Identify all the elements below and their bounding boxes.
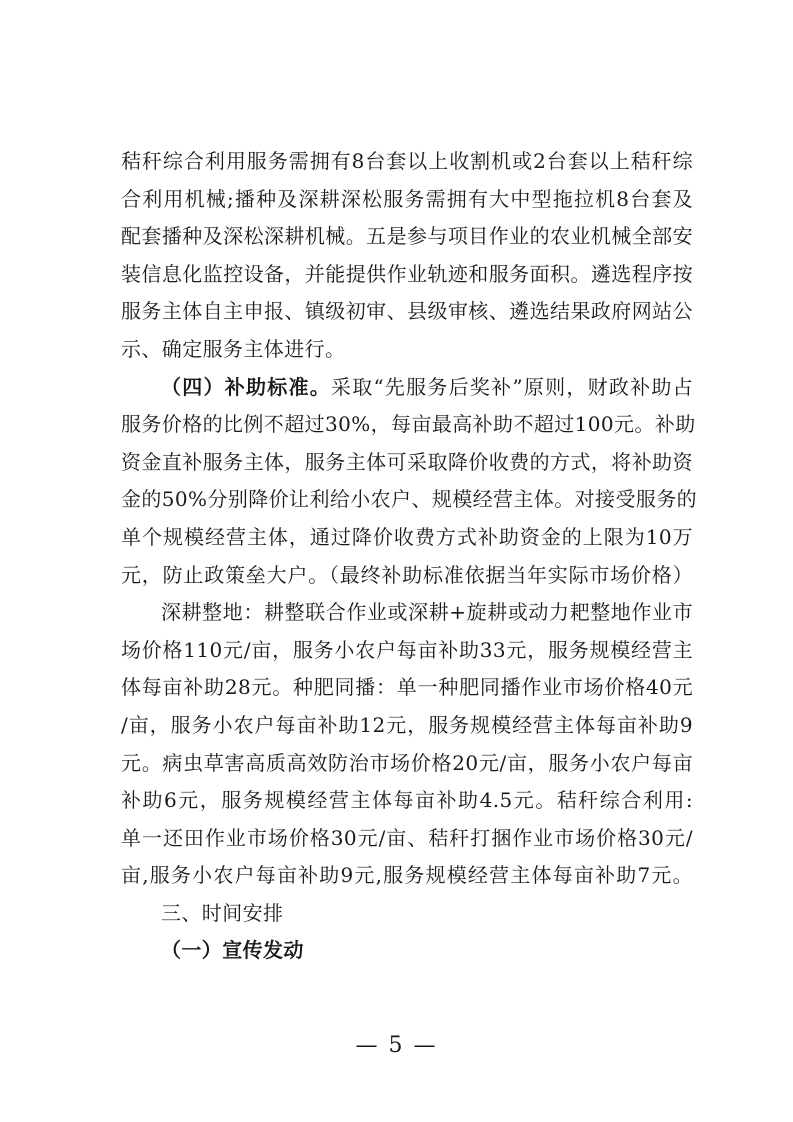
- paragraph-line: 单一还田作业市场价格30元/亩、秸秆打捆作业市场价格30元/: [121, 825, 693, 850]
- subsidy-text: 采取“先服务后奖补”原则，财政补助占: [330, 374, 693, 399]
- paragraph-line: 装信息化监控设备，并能提供作业轨迹和服务面积。遴选程序按: [121, 261, 693, 286]
- paragraph-line: 示、确定服务主体进行。: [121, 336, 346, 361]
- paragraph-line: 深耕整地：耕整联合作业或深耕+旋耕或动力耙整地作业市: [161, 600, 693, 625]
- subsidy-paragraph-first-line: [121, 369, 693, 407]
- paragraph-line: 单个规模经营主体，通过降价收费方式补助资金的上限为10万: [121, 524, 693, 549]
- paragraph-line: 合利用机械;播种及深耕深松服务需拥有大中型拖拉机8台套及: [121, 186, 693, 211]
- paragraph-line: /亩，服务小农户每亩补助12元，服务规模经营主体每亩补助9: [121, 712, 693, 737]
- document-body: [121, 143, 698, 970]
- paragraph-line: 场价格110元/亩，服务小农户每亩补助33元，服务规模经营主: [121, 637, 693, 662]
- subsection-heading: （一）宣传发动: [161, 938, 304, 963]
- paragraph-line: 资金直补服务主体，服务主体可采取降价收费的方式，将补助资: [121, 449, 693, 474]
- paragraph-line: 秸秆综合利用服务需拥有8台套以上收割机或2台套以上秸秆综: [121, 149, 693, 173]
- paragraph-line: 亩,服务小农户每亩补助9元,服务规模经营主体每亩补助7元。: [121, 863, 693, 888]
- subsidy-heading: （四）补助标准。: [161, 374, 331, 399]
- paragraph-line: 服务价格的比例不超过30%，每亩最高补助不超过100元。补助: [121, 412, 696, 437]
- paragraph-line: 金的50%分别降价让利给小农户、规模经营主体。对接受服务的: [121, 487, 698, 512]
- page-number: — 5 —: [355, 1033, 438, 1058]
- paragraph-line: 补助6元，服务规模经营主体每亩补助4.5元。秸秆综合利用:: [121, 788, 693, 813]
- paragraph-line: 配套播种及深松深耕机械。五是参与项目作业的农业机械全部安: [121, 224, 693, 249]
- section-heading: 三、时间安排: [161, 900, 284, 925]
- paragraph-line: 体每亩补助28元。种肥同播：单一种肥同播作业市场价格40元: [121, 675, 693, 700]
- paragraph-line: 元。病虫草害高质高效防治市场价格20元/亩，服务小农户每亩: [121, 750, 693, 775]
- paragraph-line: 服务主体自主申报、镇级初审、县级审核、遴选结果政府网站公: [121, 299, 693, 324]
- paragraph-line: 元，防止政策垒大户。（最终补助标准依据当年实际市场价格）: [121, 562, 693, 587]
